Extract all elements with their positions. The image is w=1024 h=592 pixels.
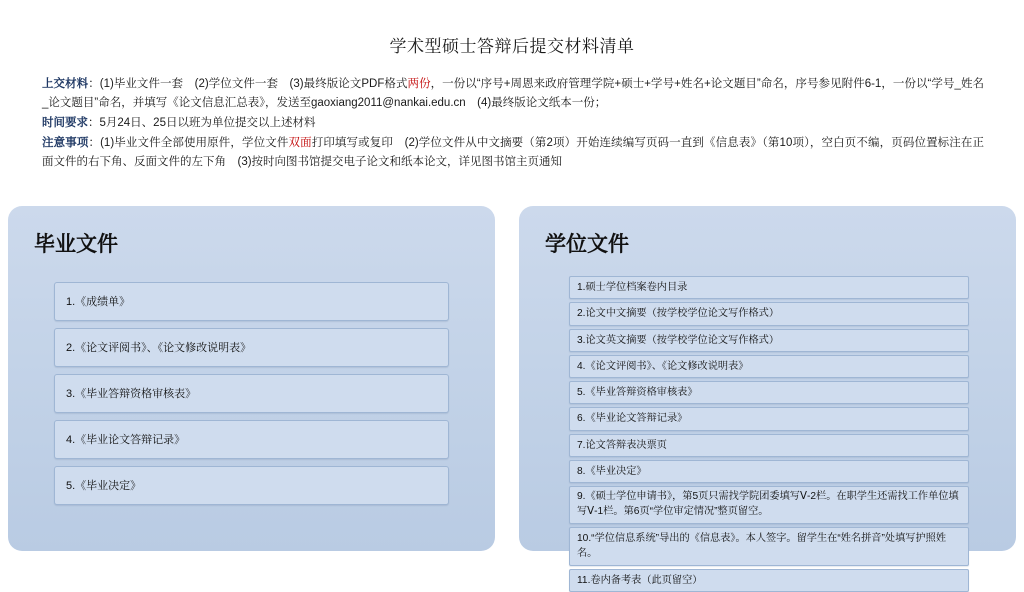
note-label-submission: 上交材料 bbox=[42, 78, 89, 90]
note-text-attention-highlight: 双面 bbox=[288, 136, 312, 149]
panel-degree-documents bbox=[519, 206, 1016, 586]
note-text-attention-2: 打印填写或复印 (2)学位文件从中文摘要（第2项）开始连续编写页码一直到《信息表》（第10项），空白页不编，页码位置标注在正面文件的右下角、反面文件的左下角 (3)按时向图书馆提交电子论文和纸本论文，详见图书馆主页通知 bbox=[42, 136, 985, 168]
list-item[interactable]: 1.《成绩单》 bbox=[54, 282, 449, 321]
list-item[interactable]: 9.《硕士学位申请书》，第5页只需找学院团委填写Ⅴ-2栏。在职学生还需找工作单位填写Ⅴ-1栏。第6页“学位审定情况”整页留空。 bbox=[569, 486, 969, 524]
list-item[interactable]: 2.论文中文摘要（按学校学位论文写作格式） bbox=[569, 302, 969, 325]
note-row-submission bbox=[42, 75, 984, 113]
list-item[interactable]: 3.《毕业答辩资格审核表》 bbox=[54, 374, 449, 413]
note-colon-submission: ： bbox=[88, 78, 100, 90]
panel-right-title: 学位文件 bbox=[545, 233, 629, 256]
note-text-deadline: 5月24日、25日以班为单位提交以上述材料 bbox=[99, 116, 316, 129]
degree-document-list bbox=[569, 276, 990, 592]
note-label-attention: 注意事项 bbox=[42, 136, 89, 149]
list-item[interactable]: 2.《论文评阅书》、《论文修改说明表》 bbox=[54, 328, 449, 367]
note-label-deadline: 时间要求 bbox=[42, 116, 88, 129]
list-item[interactable]: 4.《论文评阅书》、《论文修改说明表》 bbox=[569, 355, 969, 378]
note-text-submission-1: (1)毕业文件一套 (2)学位文件一套 (3)最终版论文PDF格式 bbox=[99, 78, 408, 90]
list-item[interactable]: 5.《毕业答辩资格审核表》 bbox=[569, 381, 969, 404]
list-item[interactable]: 11.卷内备考表（此页留空） bbox=[569, 569, 969, 592]
list-item[interactable]: 6.《毕业论文答辩记录》 bbox=[569, 407, 969, 430]
note-text-submission-2: ，一份以“序号+周恩来政府管理学院+硕士+学号+姓名+论文题目”命名，序号参见附件6-1，一份以“学号_姓名_论文题目”命名，并填写《论文信息汇总表》，发送至gaoxiang2011@nankai.edu.cn (4)最终版论文纸本一份； bbox=[42, 78, 984, 109]
note-colon-deadline: ： bbox=[88, 116, 100, 129]
panels-container bbox=[0, 206, 1024, 586]
note-row-deadline bbox=[42, 114, 984, 133]
note-text-submission-highlight: 两份 bbox=[407, 78, 431, 90]
panel-graduation-documents bbox=[8, 206, 495, 551]
list-item[interactable]: 1.硕士学位档案卷内目录 bbox=[569, 276, 969, 299]
graduation-document-list bbox=[54, 282, 471, 505]
list-item[interactable]: 5.《毕业决定》 bbox=[54, 466, 449, 505]
list-item[interactable]: 10.“学位信息系统”导出的《信息表》。本人签字。留学生在“姓名拼音”处填写护照姓名。 bbox=[569, 527, 969, 566]
list-item[interactable]: 4.《毕业论文答辩记录》 bbox=[54, 420, 449, 459]
notes-block bbox=[42, 75, 984, 172]
list-item[interactable]: 3.论文英文摘要（按学校学位论文写作格式） bbox=[569, 329, 969, 352]
note-row-attention bbox=[42, 134, 984, 172]
page-title: 学术型硕士答辩后提交材料清单 bbox=[389, 37, 635, 56]
note-text-attention-1: (1)毕业文件全部使用原件，学位文件 bbox=[100, 136, 289, 149]
panel-left-title: 毕业文件 bbox=[34, 233, 118, 256]
list-item[interactable]: 8.《毕业决定》 bbox=[569, 460, 969, 483]
note-colon-attention: ： bbox=[88, 136, 101, 149]
list-item[interactable]: 7.论文答辩表决票页 bbox=[569, 434, 969, 457]
